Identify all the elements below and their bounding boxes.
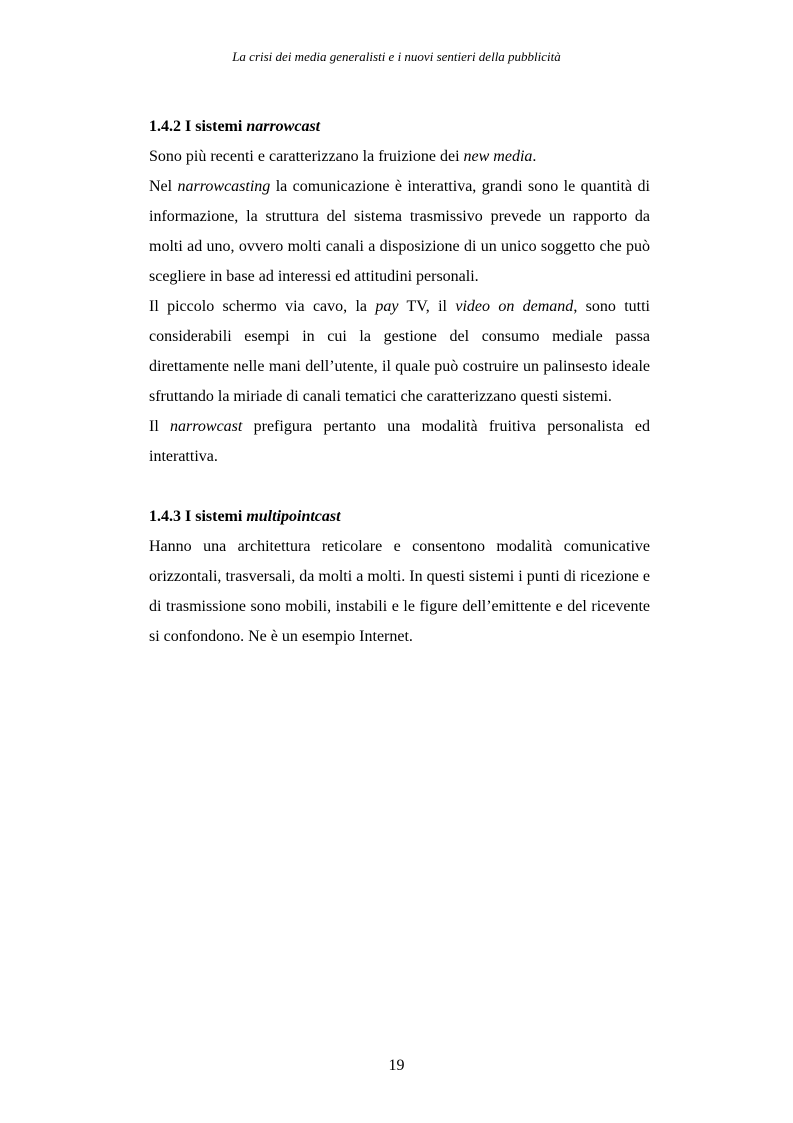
heading-term: multipointcast [246,508,341,525]
text-run-italic: video on demand [455,298,574,315]
section-heading-1-4-3 [149,502,650,532]
heading-number: 1.4.2 I sistemi [149,118,247,135]
paragraph-narrowcasting [149,172,650,292]
paragraph-examples [149,292,650,412]
text-run: Il piccolo schermo via cavo, la [149,298,376,315]
text-run: , sono tutti considerabili esempi in cui la gestione del consumo mediale passa direttamente nelle mani dell’utente, il quale può costruire un palinsesto ideale sfruttando la miriade di canali tematici che caratterizzano questi sistemi. [149,298,650,405]
heading-number: 1.4.3 I sistemi [149,508,247,525]
page-number: 19 [388,1057,405,1074]
running-title: La crisi dei media generalisti e i nuovi sentieri della pubblicità [232,49,561,64]
text-run: Nel [149,178,178,195]
text-run: Il [149,418,171,435]
paragraph-multipointcast: Hanno una architettura reticolare e consentono modalità comunicative orizzontali, trasversali, da molti a molti. In questi sistemi i punti di ricezione e di trasmissione sono mobili, instabili e le figure dell’emittente e del ricevente si confondono. Ne è un esempio Internet. [149,538,650,645]
section-heading-1-4-2 [149,112,650,142]
text-run: TV, il [398,298,456,315]
section-spacer [149,472,650,502]
text-run-italic: new media [463,148,533,165]
text-run-italic: pay [375,298,399,315]
paragraph-intro [149,142,650,172]
heading-term: narrowcast [246,118,321,135]
text-run: la comunicazione è interattiva, grandi sono le quantità di informazione, la struttura del sistema trasmissivo prevede un rapporto da molti ad uno, ovvero molti canali a disposizione di un unico soggetto che può scegliere in base ad interessi ed attitudini personali. [149,178,651,285]
text-run: prefigura pertanto una modalità fruitiva personalista ed interattiva. [149,418,650,465]
document-body [149,112,650,652]
running-header [0,48,793,66]
text-run-italic: narrowcast [170,418,243,435]
text-run: Sono più recenti e caratterizzano la fruizione dei [149,148,464,165]
text-run: . [532,148,537,165]
text-run-italic: narrowcasting [177,178,271,195]
paragraph-conclusion [149,412,650,472]
